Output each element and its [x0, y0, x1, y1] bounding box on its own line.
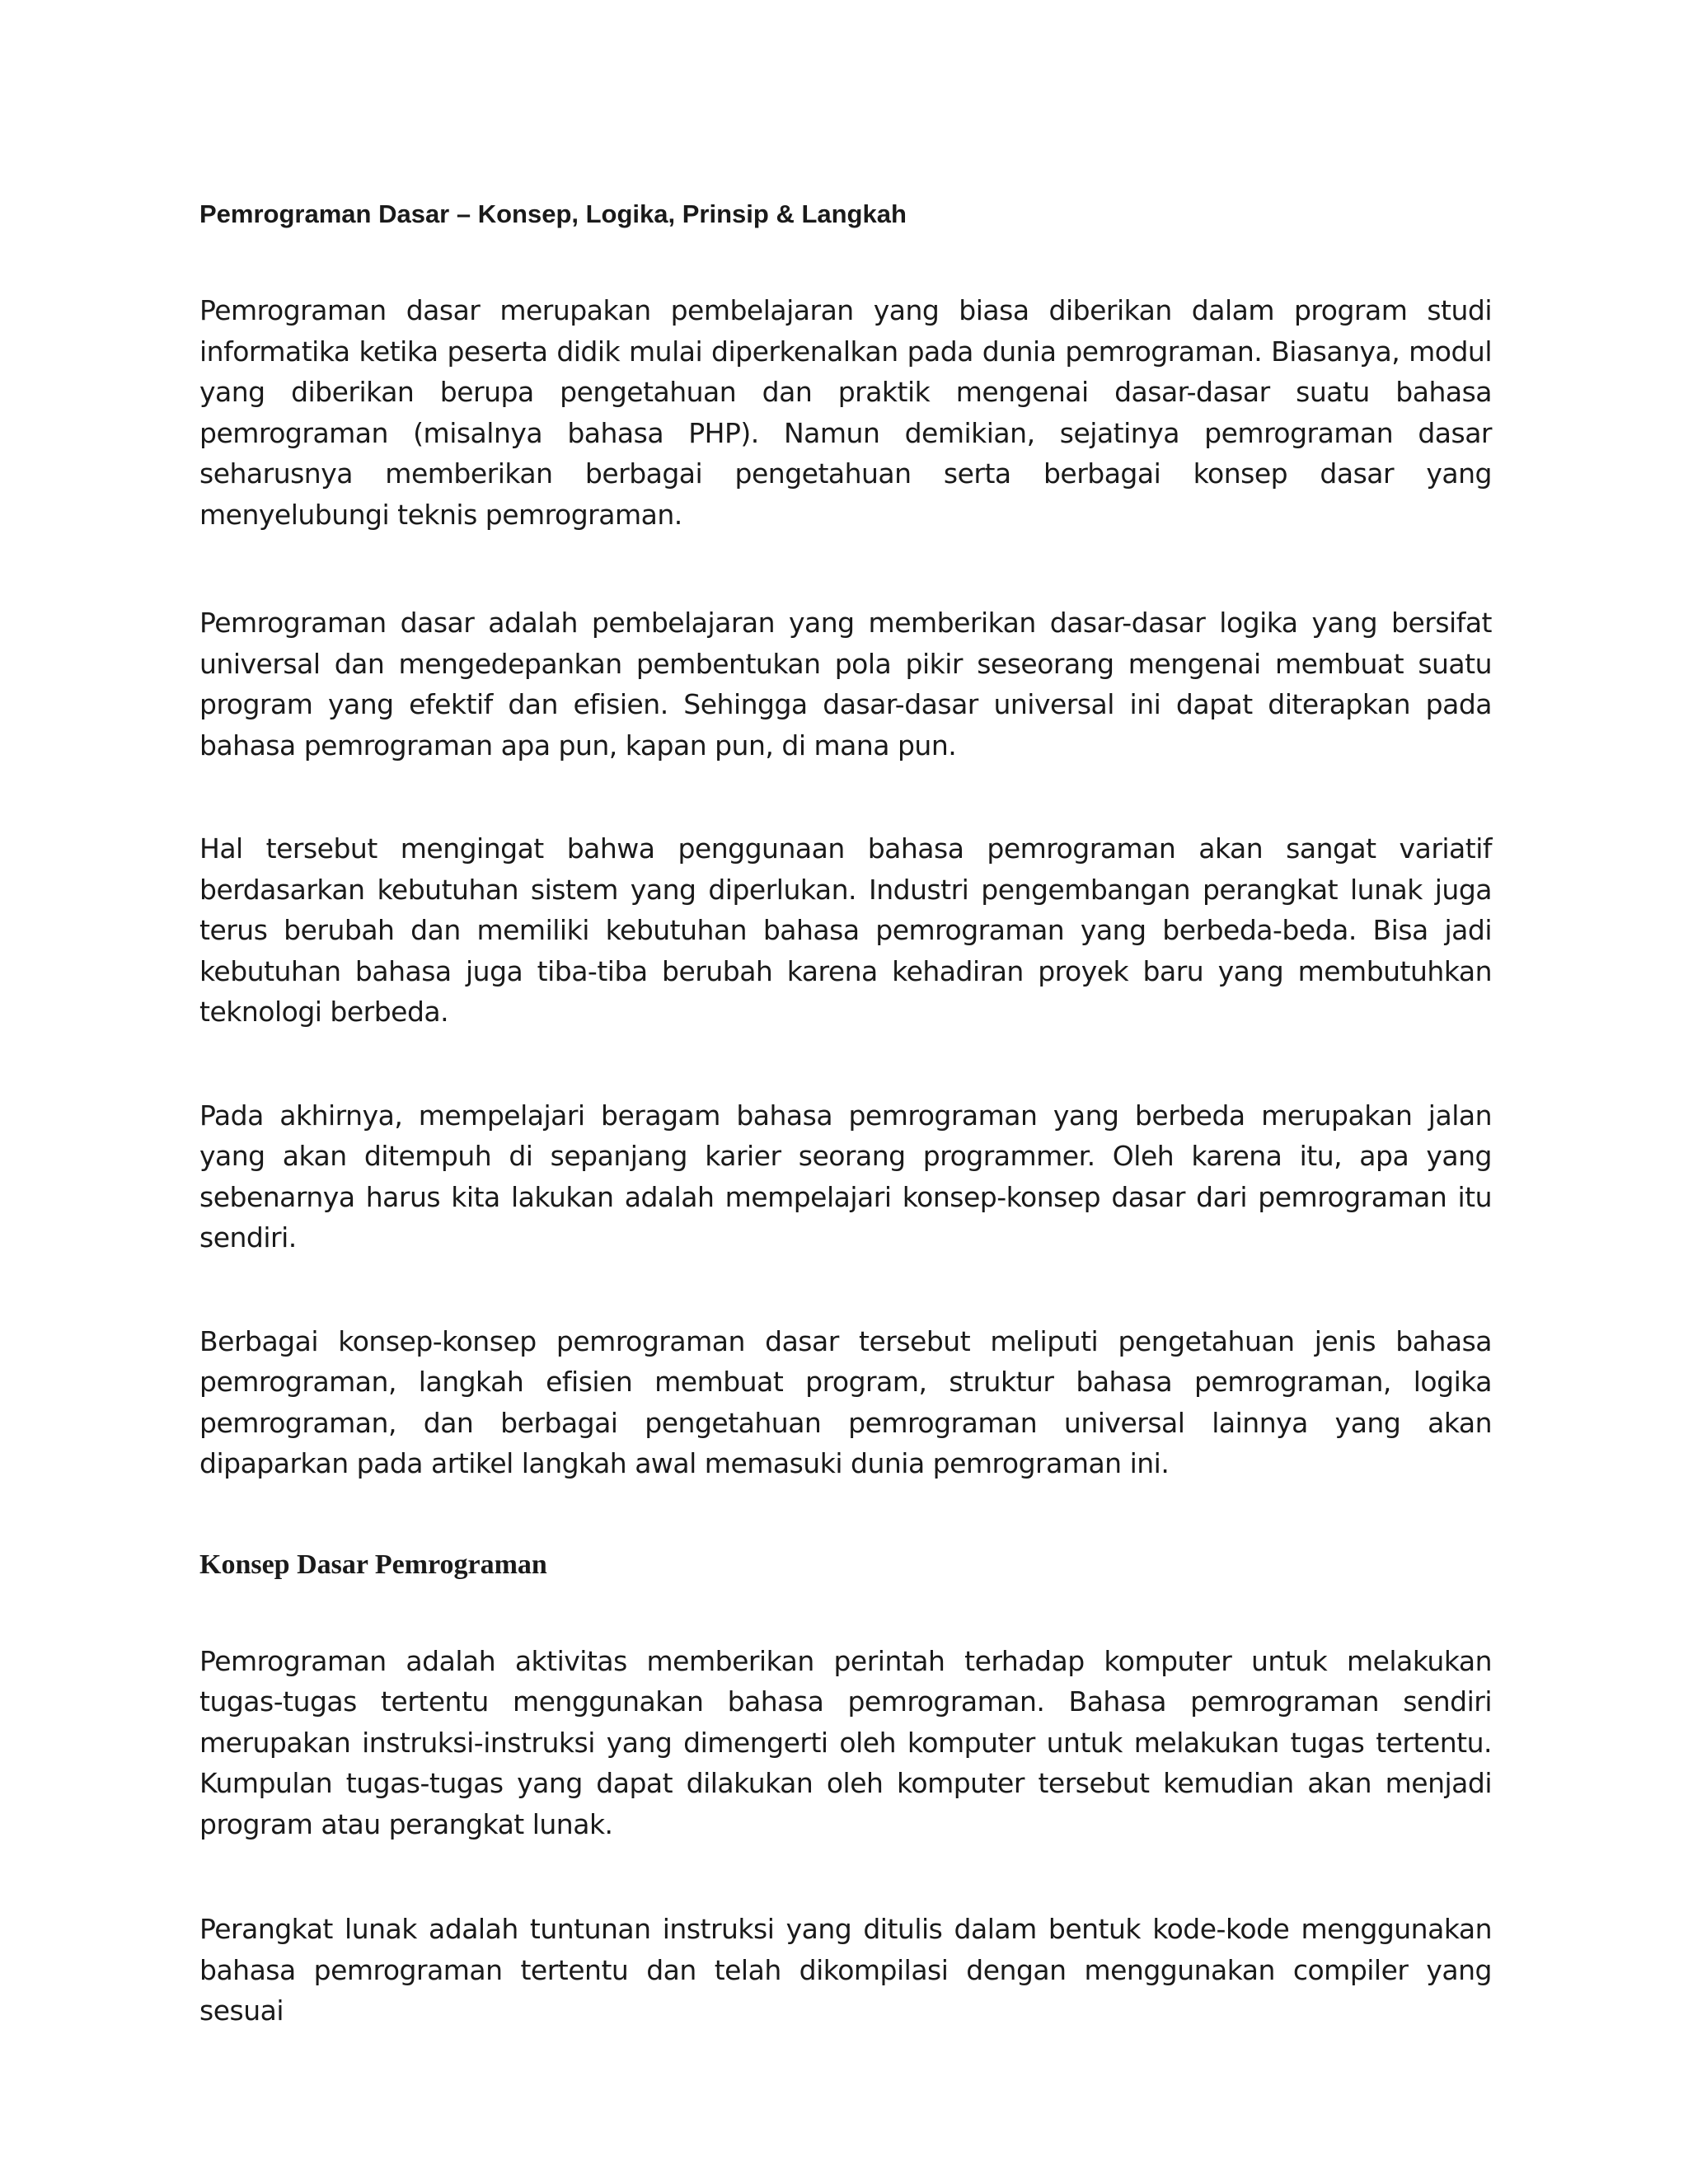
document-title: Pemrograman Dasar – Konsep, Logika, Prinsip & Langkah — [199, 199, 907, 228]
paragraph-section-2: Perangkat lunak adalah tuntunan instruksi yang ditulis dalam bentuk kode-kode menggunakan bahasa pemrograman tertentu dan telah dikompilasi dengan menggunakan compiler yang sesuai — [199, 1913, 1492, 2027]
paragraph-intro-3: Hal tersebut mengingat bahwa penggunaan bahasa pemrograman akan sangat variatif berdasarkan kebutuhan sistem yang diperlukan. Industri pengembangan perangkat lunak juga terus berubah dan memiliki kebutuhan bahasa pemrograman yang berbeda-beda. Bisa jadi kebutuhan bahasa juga tiba-tiba berubah karena kehadiran proyek baru yang membutuhkan teknologi berbeda. — [199, 832, 1492, 1028]
paragraph-intro-4: Pada akhirnya, mempelajari beragam bahasa pemrograman yang berbeda merupakan jalan yang akan ditempuh di sepanjang karier seorang programmer. Oleh karena itu, apa yang sebenarnya harus kita lakukan adalah mempelajari konsep-konsep dasar dari pemrograman itu sendiri. — [199, 1099, 1492, 1254]
paragraph-section-1: Pemrograman adalah aktivitas memberikan perintah terhadap komputer untuk melakukan tugas-tugas tertentu menggunakan bahasa pemrograman. Bahasa pemrograman sendiri merupakan instruksi-instruksi yang dimengerti oleh komputer untuk melakukan tugas tertentu. Kumpulan tugas-tugas yang dapat dilakukan oleh komputer tersebut kemudian akan menjadi program atau perangkat lunak. — [199, 1644, 1492, 1840]
paragraph-intro-2: Pemrograman dasar adalah pembelajaran yang memberikan dasar-dasar logika yang bersifat universal dan mengedepankan pembentukan pola pikir seseorang mengenai membuat suatu program yang efektif dan efisien. Sehingga dasar-dasar universal ini dapat diterapkan pada bahasa pemrograman apa pun, kapan pun, di mana pun. — [199, 607, 1492, 762]
document-body — [199, 198, 1492, 2091]
paragraph-intro-5: Berbagai konsep-konsep pemrograman dasar tersebut meliputi pengetahuan jenis bahasa pemrograman, langkah efisien membuat program, struktur bahasa pemrograman, logika pemrograman, dan berbagai pengetahuan pemrograman universal lainnya yang akan dipaparkan pada artikel langkah awal memasuki dunia pemrograman ini. — [199, 1324, 1492, 1479]
section-heading: Konsep Dasar Pemrograman — [199, 1549, 547, 1580]
paragraph-intro-1: Pemrograman dasar merupakan pembelajaran yang biasa diberikan dalam program studi informatika ketika peserta didik mulai diperkenalkan pada dunia pemrograman. Biasanya, modul yang diberikan berupa pengetahuan dan praktik mengenai dasar-dasar suatu bahasa pemrograman (misalnya bahasa PHP). Namun demikian, sejatinya pemrograman dasar seharusnya memberikan berbagai pengetahuan serta berbagai konsep dasar yang menyelubungi teknis pemrograman. — [199, 294, 1492, 531]
